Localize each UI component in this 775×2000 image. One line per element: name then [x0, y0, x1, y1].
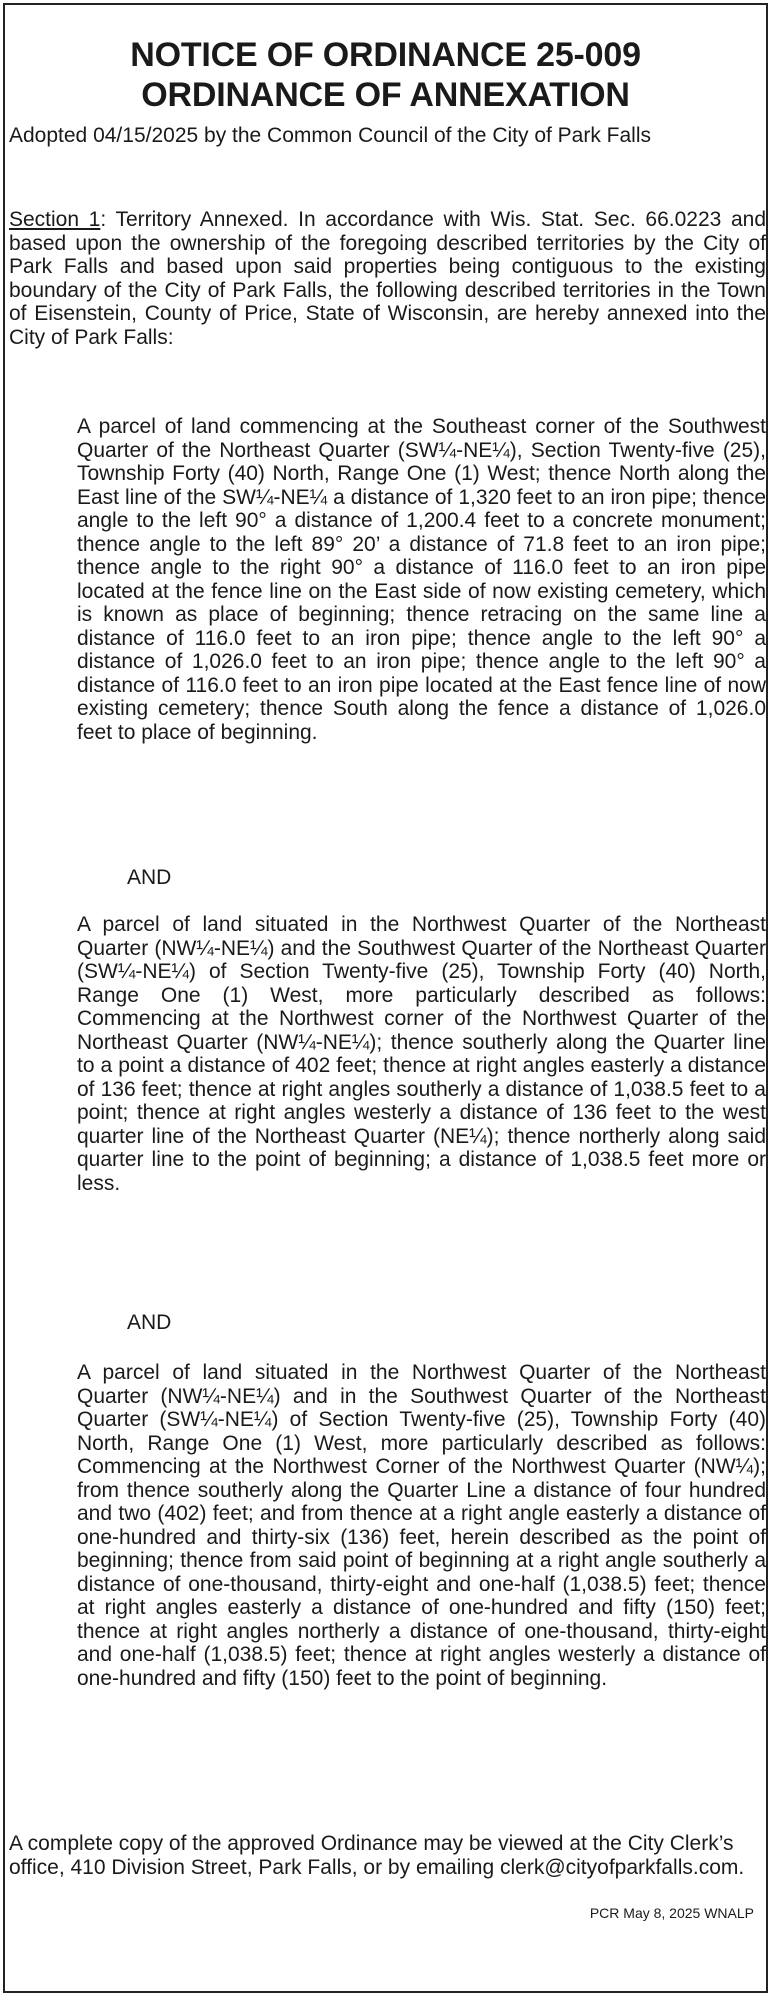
title-line-2: ORDINANCE OF ANNEXATION — [141, 76, 630, 114]
closing-paragraph: A complete copy of the approved Ordinance may be viewed at the City Clerk’s office, 410 Division Street, Park Falls, or by emailing clerk@cityofparkfalls.com. — [9, 1832, 745, 1879]
adopted-line: Adopted 04/15/2025 by the Common Council of the City of Park Falls — [9, 124, 652, 147]
parcel-description-2: A parcel of land situated in the Northwest Quarter of the Northeast Quarter (NW¼-NE¼) and the Southwest Quarter of the Northeast Quarter (SW¼-NE¼) of Section Twenty-five (25), Township Forty (40) North, Range One (1) West, more particularly described as follows: Commencing at the Northwest corner of the Northwest Quarter of the Northeast Quarter (NW¼-NE¼); thence southerly along the Quarter line to a point a distance of 402 feet; thence at right angles easterly a distance of 136 feet; thence at right angles southerly a distance of 1,038.5 feet to a point; thence at right angles westerly a distance of 136 feet to the west quarter line of the Northeast Quarter (NE¼); thence northerly along said quarter line to the point of beginning; a distance of 1,038.5 feet more or less. — [77, 913, 766, 1195]
title-line-1: NOTICE OF ORDINANCE 25-009 — [130, 36, 641, 74]
section-1-paragraph — [9, 208, 766, 349]
publication-code: PCR May 8, 2025 WNALP — [589, 1905, 754, 1921]
parcel-description-3: A parcel of land situated in the Northwest Quarter of the Northeast Quarter (NW¼-NE¼) and in the Southwest Quarter of the Northeast Quarter (SW¼-NE¼) of Section Twenty-five (25), Township Forty (40) North, Range One (1) West, more particularly described as follows: Commencing at the Northwest Corner of the Northwest Quarter (NW¼); from thence southerly along the Quarter Line a distance of four hundred and two (402) feet; and from thence at a right angle easterly a distance of one-hundred and thirty-six (136) feet, herein described as the point of beginning; thence from said point of beginning at a right angle southerly a distance of one-thousand, thirty-eight and one-half (1,038.5) feet; thence at right angles easterly a distance of one-hundred and fifty (150) feet; thence at right angles northerly a distance of one-thousand, thirty-eight and one-half (1,038.5) feet; thence at right angles westerly a distance of one-hundred and fifty (150) feet to the point of beginning. — [77, 1361, 766, 1690]
and-separator-2: AND — [127, 1311, 172, 1334]
notice-title — [5, 35, 766, 115]
and-separator-1: AND — [127, 866, 172, 889]
section-1-text: : Territory Annexed. In accordance with Wis. Stat. Sec. 66.0223 and based upon the ownership of the foregoing described territories by the City of Park Falls and based upon said properties being contiguous to the existing boundary of the City of Park Falls, the following described territories in the Town of Eisenstein, County of Price, State of Wisconsin, are hereby annexed into the City of Park Falls: — [9, 208, 766, 349]
parcel-description-1: A parcel of land commencing at the Southeast corner of the Southwest Quarter of the Northeast Quarter (SW¼-NE¼), Section Twenty-five (25), Township Forty (40) North, Range One (1) West; thence North along the East line of the SW¼-NE¼ a distance of 1,320 feet to an iron pipe; thence angle to the left 90° a distance of 1,200.4 feet to a concrete monument; thence angle to the left 89° 20’ a distance of 71.8 feet to an iron pipe; thence angle to the right 90° a distance of 116.0 feet to an iron pipe located at the fence line on the East side of now existing cemetery, which is known as place of beginning; thence retracing on the same line a distance of 116.0 feet to an iron pipe; thence angle to the left 90° a distance of 1,026.0 feet to an iron pipe; thence angle to the left 90° a distance of 116.0 feet to an iron pipe located at the East fence line of now existing cemetery; thence South along the fence a distance of 1,026.0 feet to place of beginning. — [77, 415, 766, 744]
section-1-label: Section 1 — [9, 208, 101, 231]
